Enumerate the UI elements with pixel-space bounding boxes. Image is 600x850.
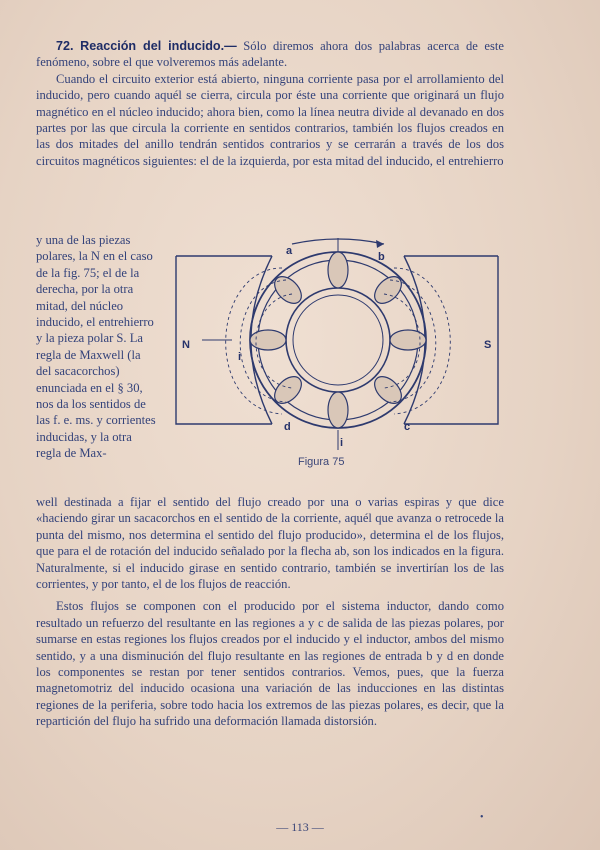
- page-number: — 113 —: [276, 820, 324, 834]
- section-number: 72.: [56, 39, 74, 53]
- label-N: N: [182, 339, 190, 351]
- paragraph-1-narrow-column: y una de las piezas polares, la N en el caso de la fig. 75; el de la derecha, por la otra mitad, del núcleo inducido, el entrehierro y la pieza polar S. La regla de Maxwell (la del sacacorchos) enunciada en el § 30, nos da los sentidos de las f. e. ms. y corrientes inducidas, y la otra regla de Max-: [36, 233, 156, 461]
- page-mark: •: [480, 812, 484, 823]
- section-block: [36, 38, 504, 169]
- label-i-left: i: [238, 351, 242, 363]
- label-b: b: [378, 251, 385, 263]
- figure-75: [172, 238, 502, 468]
- section-intro: Sólo diremos ahora dos palabras acerca de este fenómeno, sobre el que volveremos más adelante.: [36, 39, 504, 70]
- lower-text: [36, 494, 504, 730]
- paragraph-2: Estos flujos se componen con el producido por el sistema inductor, dando como resultado un refuerzo del resultante en las regiones a y c de salida de las piezas polares, por sumarse en estas regiones los flujos creados por el inducido y el inductor, ambos del mismo sentido, y a una disminución del flujo resultante en las regiones de entrada b y d en donde los componentes se restan por tener sentidos contrarios. Vemos, pues, que la fuerza magnetomotriz del inducido ocasiona una variación de las inducciones en las distintas regiones de la periferia, sobre todo hacia los extremos de las piezas polares, es decir, que la repartición del flujo ha sufrido una deformación llamada distorsión.: [36, 599, 504, 729]
- armature-diagram: [172, 238, 502, 468]
- section-title: Reacción del inducido.—: [80, 39, 237, 53]
- label-i-bottom: i: [340, 437, 344, 449]
- label-S: S: [484, 339, 492, 351]
- figure-caption: Figura 75: [298, 456, 345, 468]
- label-d: d: [284, 421, 291, 433]
- label-a: a: [286, 245, 293, 257]
- section-heading: [36, 38, 504, 71]
- label-c: c: [404, 421, 411, 433]
- paragraph-1-rest: well destinada a fijar el sentido del flujo creado por una o varias espiras y que dice «haciendo girar un sacacorchos en el sentido de la corriente, aquél que avanza o retrocede la punta del mismo, nos determina el sentido del flujo producido», determina el de los flujos, que para el de rotación del inducido señalado por la flecha ab, son los indicados en la figura. Naturalmente, si el inducido girase en sentido contrario, también se invertirían los de las corrientes, y por tanto, el de los flujos de reacción.: [36, 495, 504, 592]
- paragraph-1-top: Cuando el circuito exterior está abierto, ninguna corriente pasa por el arrollamiento del inducido, pero cuando aquél se cierra, circula por éste una corriente que originará un flujo magnético en el núcleo inducido; ahora bien, como la línea neutra divide al devanado en dos partes por las que circula la corriente en sentidos contrarios, también los flujos creados en las dos mitades del anillo tendrán sentidos contrarios y se cerrarán a través de los dos circuitos magnéticos siguientes: el de la izquierda, por esta mitad del inducido, el entrehierro: [36, 71, 504, 168]
